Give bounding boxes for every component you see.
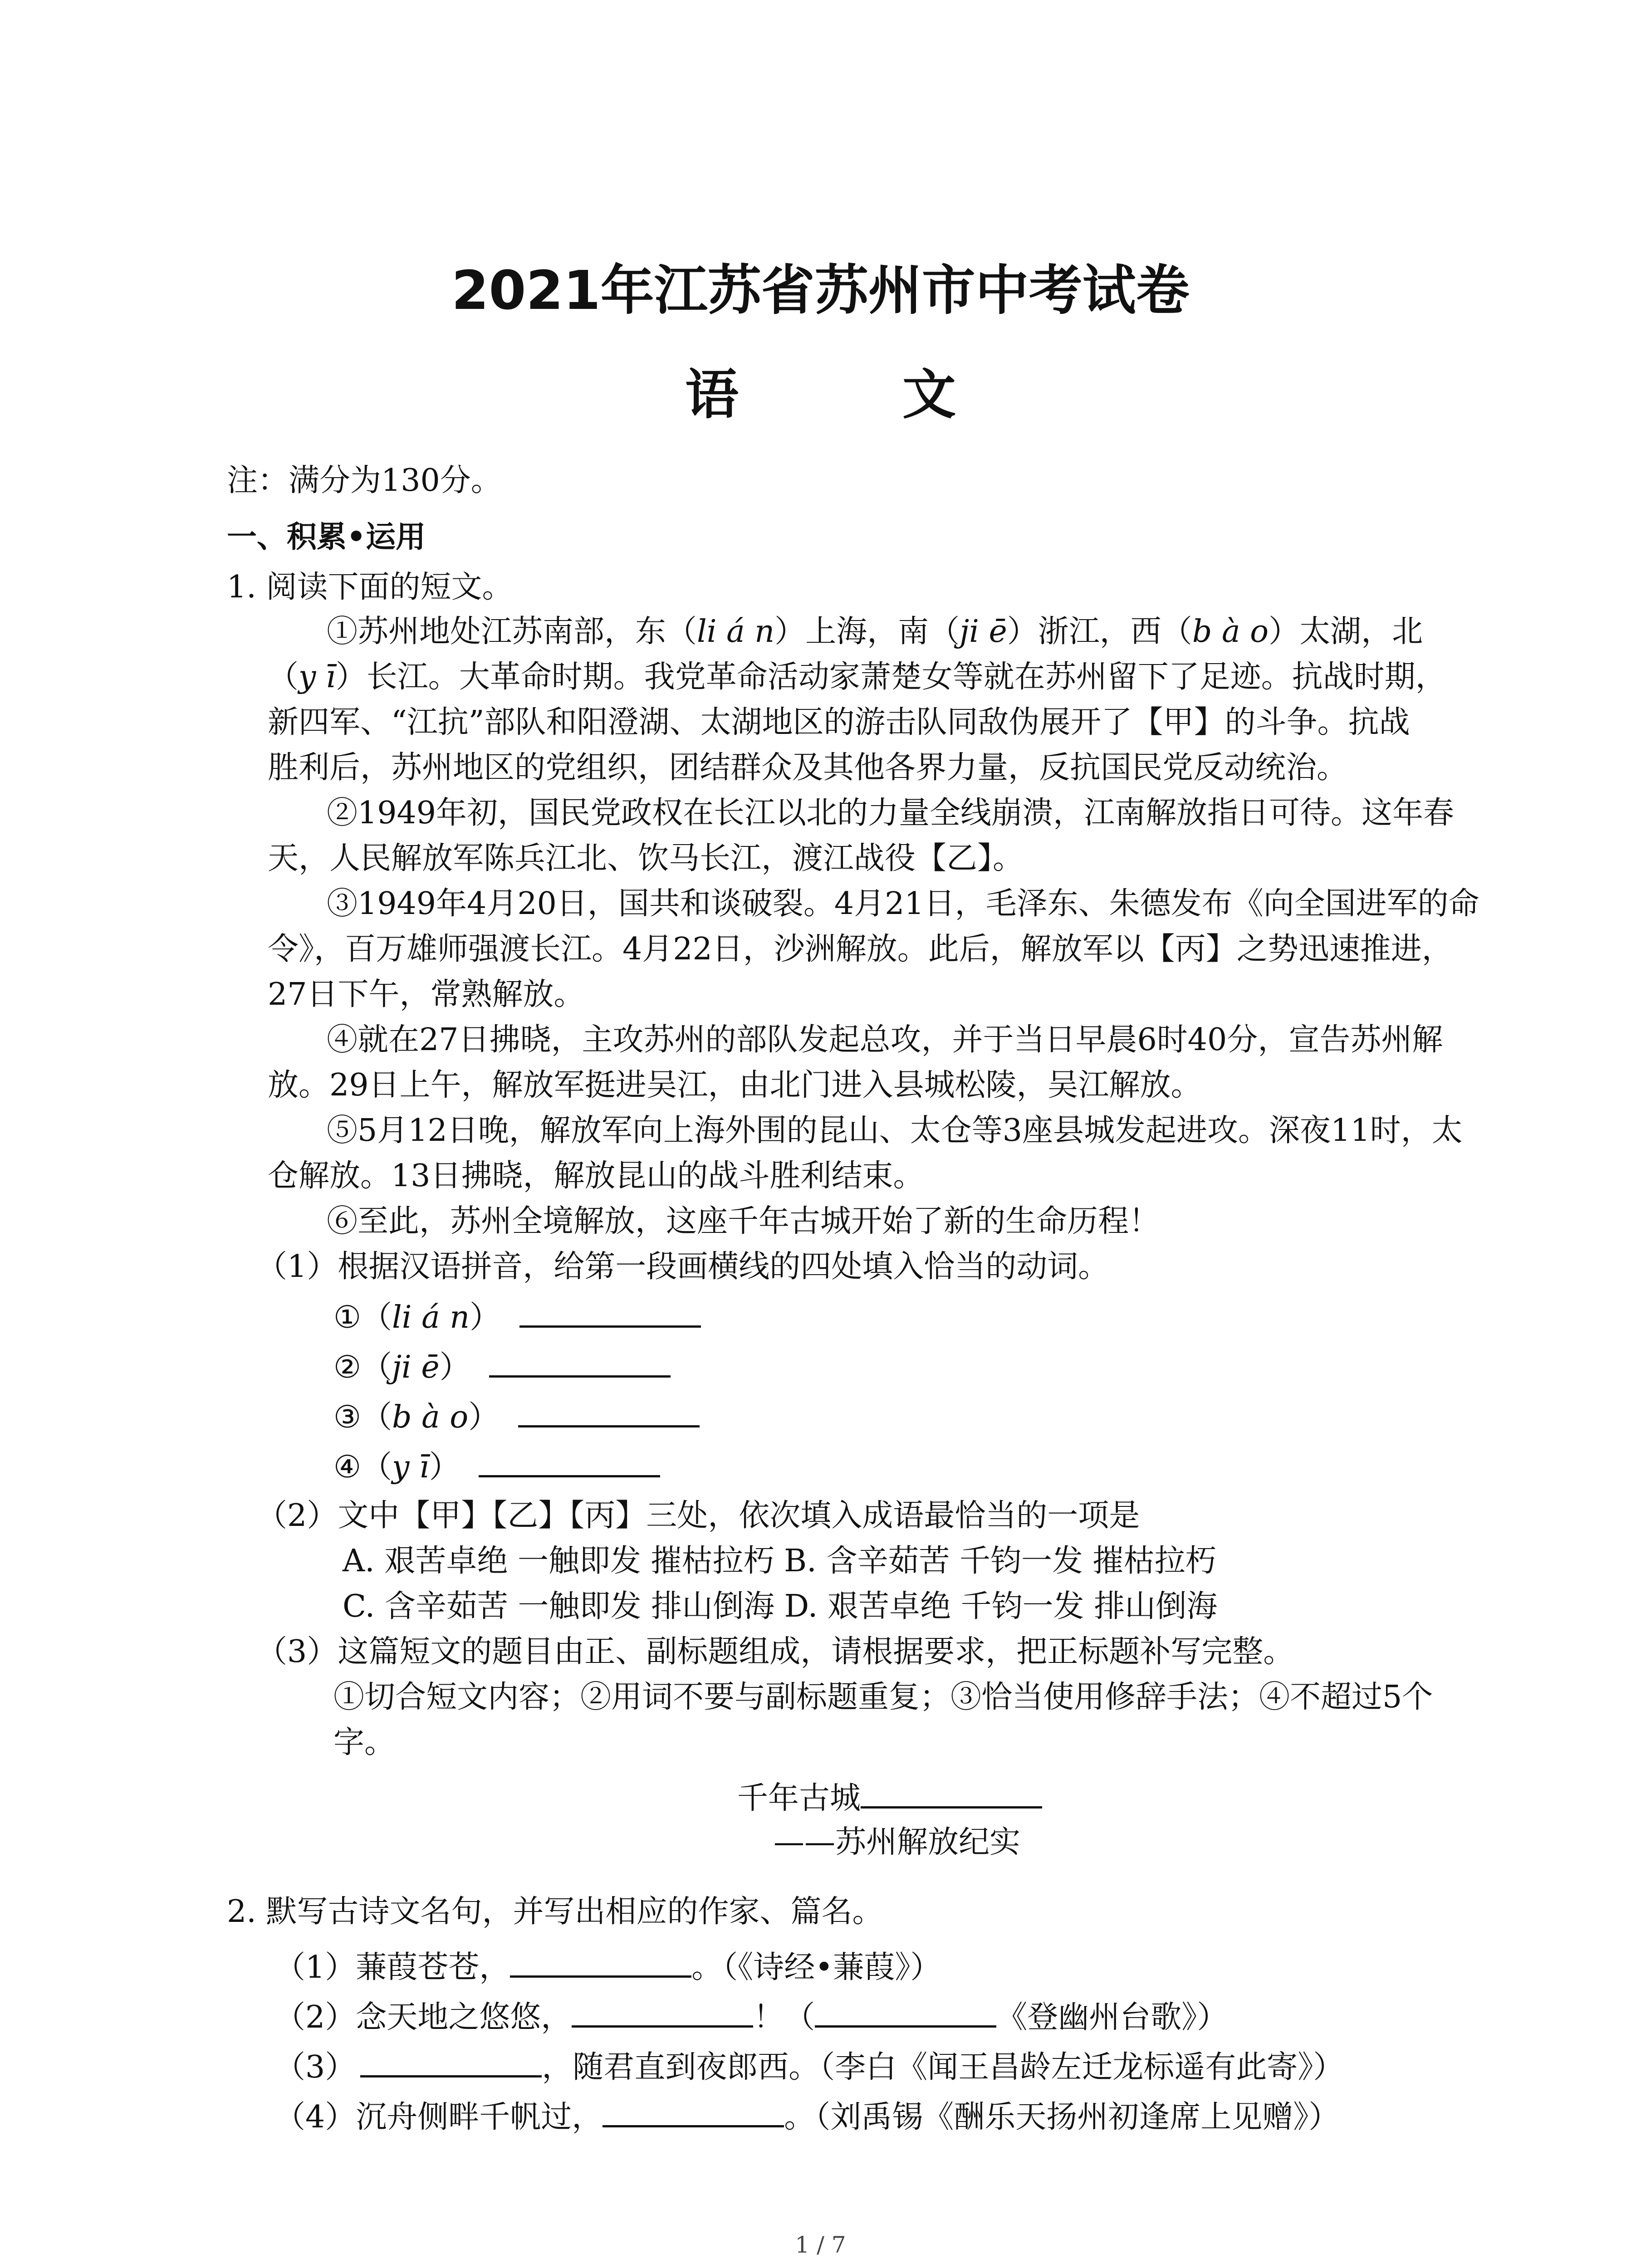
paragraph-1-line-1 [327,609,1423,655]
subquestion-1-stem: （1）根据汉语拼音，给第一段画横线的四处填入恰当的动词。 [256,1249,1109,1285]
item-number: （1） [274,1950,356,1985]
poem-text: ，随君直到夜郎西。（李白《闻王昌龄左迁龙标遥有此寄》） [542,2049,1344,2085]
answer-blank[interactable] [489,1344,671,1378]
score-note: 注：满分为130分。 [227,463,502,499]
answer-blank[interactable] [518,1393,700,1427]
text-run: ）浙江，西（ [1007,614,1192,650]
item-number: ②（ [333,1349,392,1385]
text-run: ）太湖，北 [1269,614,1423,650]
text-run: （ [268,659,299,695]
item-number: （3） [274,2049,356,2085]
paragraph-2-line-1: ②1949年初，国民党政权在长江以北的力量全线崩溃，江南解放指日可待。这年春 [327,795,1455,831]
poem-text: 念天地之悠悠， [356,1999,572,2035]
item-close: ） [439,1349,470,1385]
document-title: 2021年江苏省苏州市中考试卷 [451,259,1190,322]
poem-text: ！（ [753,1999,815,2035]
item-close: ） [470,1300,501,1335]
text-run: ）长江。大革命时期。我党革命活动家萧楚女等就在苏州留下了足迹。抗战时期， [335,659,1446,695]
section-heading: 一、积累•运用 [227,519,426,554]
paragraph-3-line-2: 令》，百万雄师强渡长江。4月22日，沙洲解放。此后，解放军以【丙】之势迅速推进， [268,931,1453,967]
page-number: 1 / 7 [795,2232,846,2258]
paragraph-5-line-1: ⑤5月12日晚，解放军向上海外围的昆山、太仓等3座县城发起进攻。深夜11时，太 [327,1113,1463,1149]
subject-title: 语 文 [685,363,1029,426]
pinyin-yi: y ī [392,1449,429,1485]
requirements-line-1: ①切合短文内容；②用词不要与副标题重复；③恰当使用修辞手法；④不超过5个 [333,1679,1433,1715]
item-number: （4） [274,2099,356,2135]
poem-line-4 [274,2093,1339,2140]
poem-source: 。（《诗经•蒹葭》） [691,1950,941,1985]
question-2-stem: 2. 默写古诗文名句，并写出相应的作家、篇名。 [227,1894,883,1930]
main-title-fill [737,1774,1042,1821]
answer-blank[interactable] [519,1294,701,1328]
pinyin-jie: ji ē [960,614,1007,650]
paragraph-1-line-2 [268,655,1446,700]
item-close: ） [468,1399,500,1435]
text-run: ①苏州地处江苏南部，东（ [327,614,697,650]
poem-line-1 [274,1944,941,1990]
options-row-1: A. 艰苦卓绝 一触即发 摧枯拉朽 B. 含辛茹苦 千钧一发 摧枯拉朽 [343,1543,1216,1579]
paragraph-5-line-2: 仓解放。13日拂晓，解放昆山的战斗胜利结束。 [268,1158,924,1194]
poem-line-3 [274,2043,1344,2090]
answer-blank[interactable] [572,1994,753,2028]
options-row-2: C. 含辛茹苦 一触即发 排山倒海 D. 艰苦卓绝 千钧一发 排山倒海 [343,1589,1218,1624]
fill-item-1 [333,1294,701,1340]
paragraph-4-line-2: 放。29日上午，解放军挺进吴江，由北门进入县城松陵，吴江解放。 [268,1067,1202,1103]
poem-text: 沉舟侧畔千帆过， [356,2099,603,2135]
item-close: ） [429,1449,460,1485]
paragraph-6: ⑥至此，苏州全境解放，这座千年古城开始了新的生命历程！ [327,1203,1160,1239]
paragraph-3-line-1: ③1949年4月20日，国共和谈破裂。4月21日，毛泽东、朱德发布《向全国进军的命 [327,886,1479,922]
fill-item-4 [333,1443,660,1490]
pinyin-jie: ji ē [392,1349,440,1385]
paragraph-3-line-3: 27日下午，常熟解放。 [268,977,585,1012]
pinyin-bao: b à o [1192,614,1269,650]
pinyin-bao: b à o [392,1399,469,1435]
text-run: ）上海，南（ [774,614,960,650]
pinyin-yi: y ī [299,659,336,695]
item-number: ④（ [333,1449,392,1485]
answer-blank[interactable] [360,2043,542,2077]
poem-source: 《登幽州台歌》） [996,1999,1228,2035]
paragraph-1-line-4: 胜利后，苏州地区的党组织，团结群众及其他各界力量，反抗国民党反动统治。 [268,750,1348,786]
subquestion-2-stem: （2）文中【甲】【乙】【丙】三处，依次填入成语最恰当的一项是 [256,1498,1140,1534]
answer-blank[interactable] [510,1944,691,1978]
item-number: （2） [274,1999,356,2035]
requirements-line-2: 字。 [333,1725,396,1760]
subquestion-3-stem: （3）这篇短文的题目由正、副标题组成，请根据要求，把正标题补写完整。 [256,1634,1294,1670]
fill-item-2 [333,1344,671,1390]
answer-blank[interactable] [603,2093,784,2127]
subtitle: ——苏州解放纪实 [774,1824,1021,1860]
main-title-prefix: 千年古城 [737,1780,861,1816]
poem-line-2 [274,1994,1228,2040]
pinyin-lian: li á n [392,1300,470,1335]
poem-source: 。（刘禹锡《酬乐天扬州初逢席上见赠》） [784,2099,1340,2135]
paragraph-2-line-2: 天，人民解放军陈兵江北、饮马长江，渡江战役【乙】。 [268,841,1024,876]
answer-blank[interactable] [861,1774,1042,1809]
paragraph-4-line-1: ④就在27日拂晓，主攻苏州的部队发起总攻，并于当日早晨6时40分，宣告苏州解 [327,1022,1443,1058]
item-number: ①（ [333,1300,392,1335]
poem-text: 蒹葭苍苍， [356,1950,510,1985]
answer-blank[interactable] [479,1443,660,1477]
author-blank[interactable] [815,1994,996,2028]
question-1-stem: 1. 阅读下面的短文。 [227,569,513,605]
pinyin-lian: li á n [697,614,775,650]
item-number: ③（ [333,1399,392,1435]
paragraph-1-line-3: 新四军、“江抗”部队和阳澄湖、太湖地区的游击队同敌伪展开了【甲】的斗争。抗战 [268,704,1410,740]
fill-item-3 [333,1393,700,1440]
